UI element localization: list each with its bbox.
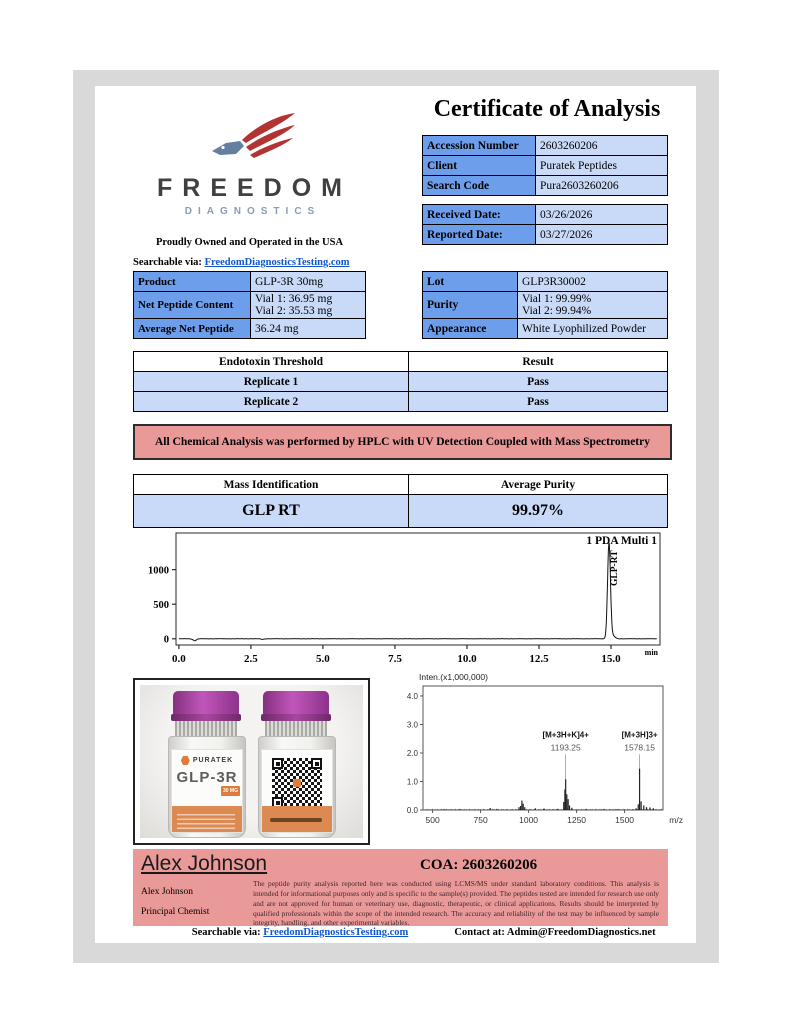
svg-text:GLP-RT: GLP-RT xyxy=(610,550,621,586)
field-value: 36.24 mg xyxy=(251,319,366,339)
field-label: Appearance xyxy=(423,319,518,339)
svg-text:1500: 1500 xyxy=(615,815,635,825)
svg-text:7.5: 7.5 xyxy=(388,653,402,665)
puratek-hex-icon xyxy=(181,756,190,765)
field-value: Puratek Peptides xyxy=(536,156,668,176)
analysis-method-banner: All Chemical Analysis was performed by HPLC with UV Detection Coupled with Mass Spectrometry xyxy=(133,424,672,460)
table-row xyxy=(423,156,668,176)
footer-contact: Contact at: Admin@FreedomDiagnostics.net xyxy=(454,927,656,938)
svg-text:min: min xyxy=(644,648,658,657)
product-table xyxy=(133,271,366,339)
vial-body xyxy=(258,736,336,838)
eagle-flag-icon xyxy=(198,110,302,172)
column-header: Average Purity xyxy=(409,475,668,495)
svg-text:Inten.(x1,000,000): Inten.(x1,000,000) xyxy=(419,672,488,682)
average-purity-value: 99.97% xyxy=(409,495,668,528)
endotoxin-table xyxy=(133,351,668,412)
logo-brand-text: FREEDOM xyxy=(157,174,352,202)
vial-crimp xyxy=(265,721,327,737)
table-row xyxy=(134,319,366,339)
table-row xyxy=(423,272,668,292)
replicate-result: Pass xyxy=(409,392,668,412)
disclaimer-text: The peptide purity analysis reported here was conducted using LCMS/MS under standard laboratory conditions. This analysis is intended for informational purposes only and is specific to the sample(s) provided. The peptides tested are intended for research use only and are not approved for human or veterinary use, diagnostic, therapeutic, or clinical applications. Results should be interpreted by qualified professionals within the scope of the intended research. The accuracy and reliability of the test may be influenced by sample integrity, handling, and other experimental variables. xyxy=(253,879,659,928)
svg-text:1 PDA Multi 1: 1 PDA Multi 1 xyxy=(586,535,657,547)
svg-text:1000: 1000 xyxy=(519,815,539,825)
logo-subbrand-text: DIAGNOSTICS xyxy=(184,206,321,217)
svg-text:0.0: 0.0 xyxy=(406,806,418,815)
svg-text:2.5: 2.5 xyxy=(244,653,258,665)
svg-text:[M+3H]3+: [M+3H]3+ xyxy=(621,730,658,740)
vial-cap xyxy=(173,691,239,715)
hplc-chromatogram-plot xyxy=(133,528,684,670)
svg-text:1578.15: 1578.15 xyxy=(624,742,655,753)
signature-block xyxy=(133,849,668,926)
field-label: Client xyxy=(423,156,536,176)
field-label: Product xyxy=(134,272,251,292)
vial-label-back xyxy=(261,749,333,833)
vial-product-name: GLP-3R xyxy=(176,769,238,786)
svg-text:3.0: 3.0 xyxy=(406,720,418,730)
field-value: 2603260206 xyxy=(536,136,668,156)
replicate-result: Pass xyxy=(409,372,668,392)
table-row xyxy=(423,225,668,245)
footer-searchable-link[interactable]: FreedomDiagnosticsTesting.com xyxy=(263,927,409,938)
field-value: GLP3R30002 xyxy=(518,272,668,292)
svg-text:m/z: m/z xyxy=(669,815,683,825)
svg-text:1250: 1250 xyxy=(567,815,587,825)
field-label: Reported Date: xyxy=(423,225,536,245)
table-row xyxy=(134,392,668,412)
signature-name: Alex Johnson xyxy=(141,852,268,875)
document-title: Certificate of Analysis xyxy=(433,96,661,122)
svg-text:0: 0 xyxy=(163,634,169,646)
lot-table xyxy=(422,271,668,339)
vial-lot-text xyxy=(270,818,322,822)
replicate-name: Replicate 1 xyxy=(134,372,409,392)
signer-role: Principal Chemist xyxy=(141,907,210,917)
vial-body xyxy=(168,736,246,838)
vial-photo-background xyxy=(140,685,363,838)
svg-text:500: 500 xyxy=(425,815,440,825)
column-header: Result xyxy=(409,352,668,372)
table-row xyxy=(134,272,366,292)
table-row xyxy=(423,292,668,319)
column-header: Endotoxin Threshold xyxy=(134,352,409,372)
product-photo xyxy=(133,678,370,845)
svg-text:750: 750 xyxy=(473,815,488,825)
svg-text:10.0: 10.0 xyxy=(457,653,477,665)
table-header-row xyxy=(134,475,668,495)
mass-identification-value: GLP RT xyxy=(134,495,409,528)
vial-orange-band xyxy=(172,806,242,832)
table-row xyxy=(423,176,668,196)
vial-cap xyxy=(263,691,329,715)
mass-spectrum-plot xyxy=(383,668,685,840)
footer-searchable-label: Searchable via: xyxy=(191,927,261,938)
field-label: Purity xyxy=(423,292,518,319)
qr-center-logo xyxy=(293,779,301,787)
svg-text:2.0: 2.0 xyxy=(406,748,418,758)
coa-number: COA: 2603260206 xyxy=(420,857,538,873)
company-logo xyxy=(133,110,366,217)
signer-printed-name: Alex Johnson xyxy=(141,887,193,897)
svg-text:15.0: 15.0 xyxy=(601,653,621,665)
svg-text:1193.25: 1193.25 xyxy=(550,742,581,753)
field-value: Vial 1: 99.99% Vial 2: 99.94% xyxy=(518,292,668,319)
vial-orange-band xyxy=(262,806,332,832)
field-value: Pura2603260206 xyxy=(536,176,668,196)
field-value: White Lyophilized Powder xyxy=(518,319,668,339)
svg-text:500: 500 xyxy=(153,600,169,612)
table-row xyxy=(423,319,668,339)
vial-crimp xyxy=(175,721,237,737)
searchable-link-top[interactable]: FreedomDiagnosticsTesting.com xyxy=(204,257,350,268)
svg-text:1000: 1000 xyxy=(148,565,169,577)
field-value: Vial 1: 36.95 mg Vial 2: 35.53 mg xyxy=(251,292,366,319)
field-label: Received Date: xyxy=(423,205,536,225)
svg-text:0.0: 0.0 xyxy=(172,653,186,665)
vial-brand-text: PURATEK xyxy=(192,757,234,764)
table-row xyxy=(134,292,366,319)
replicate-name: Replicate 2 xyxy=(134,392,409,412)
vial-label-front xyxy=(171,749,243,833)
field-label: Search Code xyxy=(423,176,536,196)
table-row xyxy=(134,372,668,392)
field-label: Lot xyxy=(423,272,518,292)
svg-text:4.0: 4.0 xyxy=(406,691,418,701)
field-label: Average Net Peptide xyxy=(134,319,251,339)
field-value: 03/27/2026 xyxy=(536,225,668,245)
searchable-line-top xyxy=(133,257,350,268)
usa-tagline: Proudly Owned and Operated in the USA xyxy=(155,237,344,248)
column-header: Mass Identification xyxy=(134,475,409,495)
table-row xyxy=(134,495,668,528)
svg-text:5.0: 5.0 xyxy=(316,653,330,665)
dates-table xyxy=(422,204,668,245)
mass-identification-table xyxy=(133,474,668,528)
field-label: Accession Number xyxy=(423,136,536,156)
field-value: 03/26/2026 xyxy=(536,205,668,225)
footer-searchable xyxy=(150,927,450,938)
searchable-label: Searchable via: xyxy=(133,257,202,268)
field-value: GLP-3R 30mg xyxy=(251,272,366,292)
vial-back xyxy=(252,691,340,836)
table-row xyxy=(423,136,668,156)
svg-text:1.0: 1.0 xyxy=(406,777,418,787)
field-label: Net Peptide Content xyxy=(134,292,251,319)
vial-front xyxy=(162,691,250,836)
vial-dose-badge: 30 MG xyxy=(222,788,238,794)
table-header-row xyxy=(134,352,668,372)
qr-code xyxy=(272,758,322,808)
accession-table xyxy=(422,135,668,196)
svg-text:12.5: 12.5 xyxy=(529,653,549,665)
svg-text:[M+3H+K]4+: [M+3H+K]4+ xyxy=(542,730,589,740)
table-row xyxy=(423,205,668,225)
